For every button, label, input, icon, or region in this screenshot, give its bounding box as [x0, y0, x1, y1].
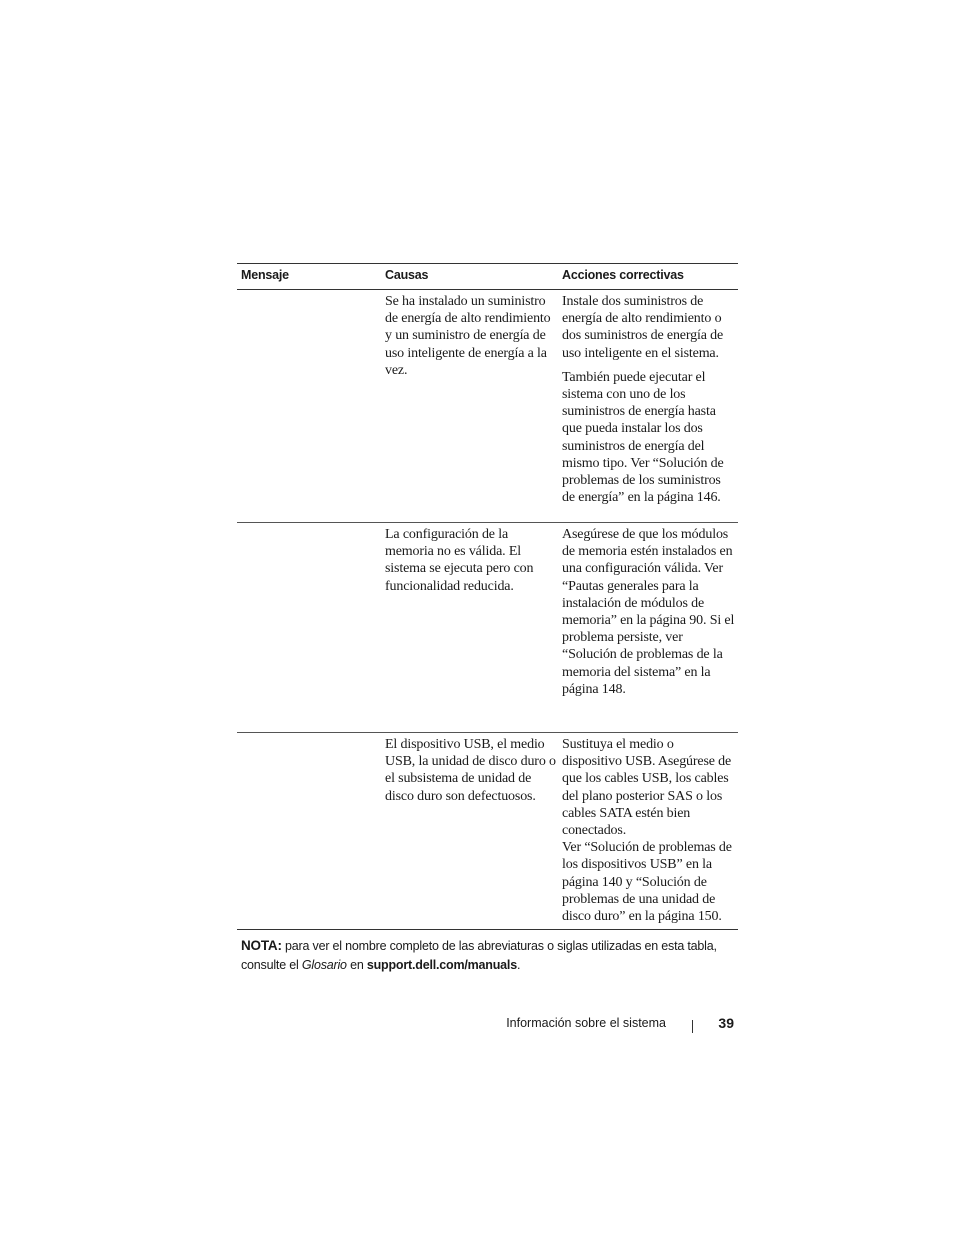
- error-message-table: [237, 263, 738, 930]
- note-block: [241, 936, 741, 975]
- actions-cell: [562, 733, 738, 930]
- table-header-row: [237, 264, 738, 290]
- action-paragraph: También puede ejecutar el sistema con uno de los suministros de energía hasta que pueda instalar los dos suministros de energía del mismo tipo. Ver “Solución de problemas de los suministros de energía” en la página 146.: [562, 369, 724, 506]
- causes-text: Se ha instalado un suministro de energía de alto rendimiento y un suministro de energía de uso inteligente de energía a la vez.: [385, 294, 551, 378]
- header-mensaje: Mensaje: [237, 264, 385, 290]
- actions-cell: [562, 523, 738, 733]
- note-text-mid: en: [346, 958, 367, 972]
- note-label: NOTA:: [241, 938, 282, 953]
- footer-section-title: Información sobre el sistema: [506, 1016, 666, 1030]
- causes-cell: [385, 290, 562, 523]
- table-row: [237, 733, 738, 930]
- footer-separator: [692, 1020, 693, 1033]
- message-cell: [237, 523, 385, 733]
- support-link[interactable]: support.dell.com/manuals: [366, 958, 517, 972]
- action-paragraph: Asegúrese de que los módulos de memoria estén instalados en una configuración válida. Ver “Pautas generales para la instalación de módulos de memoria” en la página 90. Si el problema persiste, ver “Solución de problemas de la memoria del sistema” en la página 148.: [562, 527, 735, 697]
- causes-text: La configuración de la memoria no es válida. El sistema se ejecuta pero con funcionalidad reducida.: [385, 527, 534, 594]
- header-causas: Causas: [385, 264, 562, 290]
- action-paragraph: Ver “Solución de problemas de los dispositivos USB” en la página 140 y “Solución de problemas de una unidad de disco duro” en la página 150.: [562, 840, 732, 925]
- table-row: [237, 523, 738, 733]
- note-text: para ver el nombre completo de las abreviaturas o siglas utilizadas en esta tabla, consulte el: [241, 939, 717, 972]
- header-acciones-correctivas: Acciones correctivas: [562, 264, 738, 290]
- note-text-end: .: [516, 958, 521, 972]
- causes-cell: [385, 523, 562, 733]
- table-row: [237, 290, 738, 523]
- message-cell: [237, 733, 385, 930]
- action-paragraph: Sustituya el medio o dispositivo USB. Asegúrese de que los cables USB, los cables del plano posterior SAS o los cables SATA estén bien conectados.: [562, 737, 732, 839]
- causes-cell: [385, 733, 562, 930]
- page-footer: [0, 1016, 954, 1036]
- page-number: 39: [718, 1015, 734, 1031]
- action-paragraph: Instale dos suministros de energía de alto rendimiento o dos suministros de energía de uso inteligente en el sistema.: [562, 294, 724, 361]
- message-cell: [237, 290, 385, 523]
- actions-cell: [562, 290, 738, 523]
- causes-text: El dispositivo USB, el medio USB, la unidad de disco duro o el subsistema de unidad de disco duro son defectuosos.: [385, 737, 556, 804]
- note-glossary: Glosario: [301, 958, 347, 972]
